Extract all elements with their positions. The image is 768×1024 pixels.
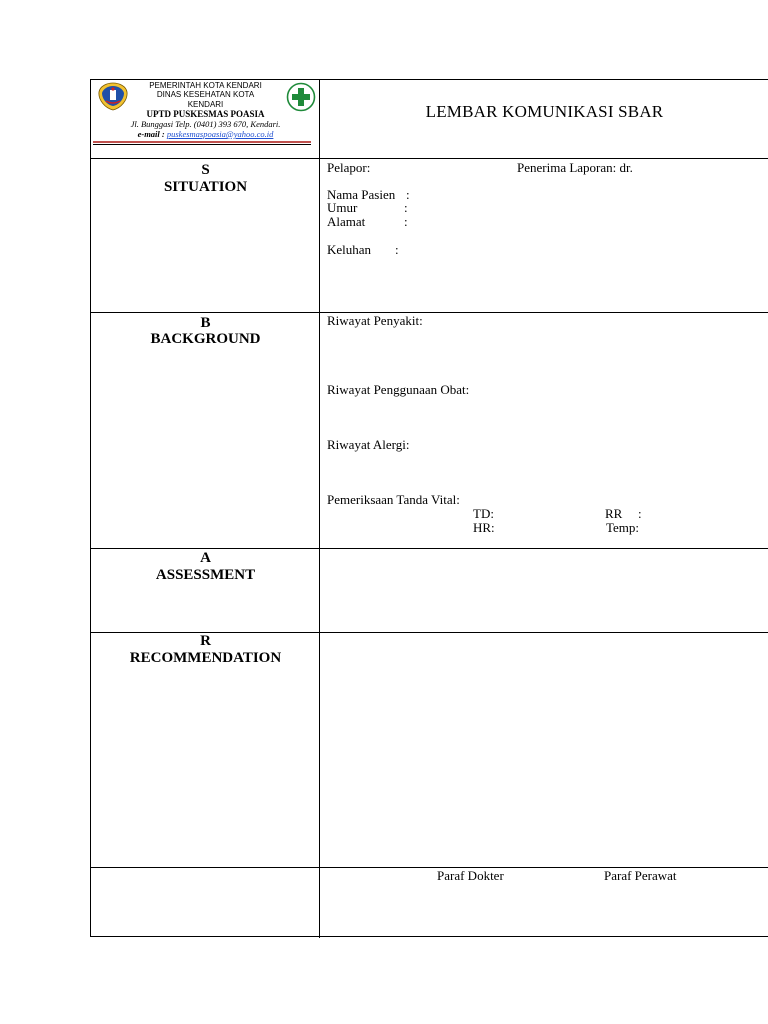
tanda-vital-label: Pemeriksaan Tanda Vital: [327, 492, 460, 507]
umur-colon: : [404, 200, 408, 215]
situation-row [91, 159, 768, 313]
city-line: KENDARI [187, 100, 224, 109]
hr-label: HR: [473, 520, 495, 535]
riwayat-alergi-label: Riwayat Alergi: [327, 437, 410, 452]
recommendation-letter: R [200, 633, 211, 649]
header-rule-black [93, 144, 311, 145]
recommendation-row [91, 633, 768, 868]
rr-label: RR [605, 506, 623, 521]
email-label: e-mail : [137, 129, 165, 139]
rr-colon: : [638, 506, 642, 521]
nama-colon: : [406, 187, 410, 202]
umur-label: Umur [327, 200, 358, 215]
assessment-content-cell[interactable] [320, 549, 768, 632]
recommendation-content-cell[interactable] [320, 633, 768, 867]
paraf-perawat-label: Paraf Perawat [604, 868, 677, 883]
background-letter: B [200, 315, 211, 331]
background-content-cell[interactable] [320, 313, 768, 548]
header-rule-red [93, 141, 311, 143]
signature-blank-cell [91, 868, 320, 938]
background-label: BACKGROUND [150, 331, 261, 347]
assessment-label: ASSESSMENT [155, 567, 256, 583]
alamat-colon: : [404, 214, 408, 229]
td-label: TD: [473, 506, 494, 521]
background-label-cell [91, 313, 320, 548]
assessment-label-cell [91, 549, 320, 632]
situation-label: SITUATION [163, 179, 248, 195]
assessment-letter: A [200, 550, 211, 566]
keluhan-label: Keluhan [327, 242, 372, 257]
unit-name: UPTD PUSKESMAS POASIA [146, 109, 265, 119]
header-row [91, 80, 768, 159]
paraf-dokter-label: Paraf Dokter [437, 868, 504, 883]
situation-content-cell[interactable] [320, 159, 768, 312]
penerima-label: Penerima Laporan: dr. [517, 160, 633, 175]
signature-content-cell[interactable] [320, 868, 768, 938]
riwayat-obat-label: Riwayat Penggunaan Obat: [327, 382, 470, 397]
background-row [91, 313, 768, 549]
dept-line: DINAS KESEHATAN KOTA [156, 90, 255, 99]
pelapor-label: Pelapor: [327, 160, 371, 175]
situation-label-cell [91, 159, 320, 312]
sbar-form [90, 79, 768, 937]
email-link[interactable]: puskesmaspoasia@yahoo.co.id [166, 129, 274, 139]
alamat-label: Alamat [327, 214, 366, 229]
signature-row [91, 868, 768, 938]
assessment-row [91, 549, 768, 633]
email-line [91, 129, 320, 139]
keluhan-colon: : [395, 242, 399, 257]
situation-letter: S [201, 162, 210, 178]
recommendation-label-cell [91, 633, 320, 867]
form-title: LEMBAR KOMUNIKASI SBAR [425, 102, 664, 121]
title-cell [320, 80, 768, 158]
temp-label: Temp: [606, 520, 640, 535]
letterhead-cell [91, 80, 320, 158]
gov-line: PEMERINTAH KOTA KENDARI [149, 81, 262, 90]
nama-pasien-label: Nama Pasien [327, 187, 396, 202]
address-line: Jl. Bunggasi Telp. (0401) 393 670, Kendari. [130, 119, 281, 129]
riwayat-penyakit-label: Riwayat Penyakit: [327, 313, 423, 328]
recommendation-label: RECOMMENDATION [129, 650, 282, 666]
